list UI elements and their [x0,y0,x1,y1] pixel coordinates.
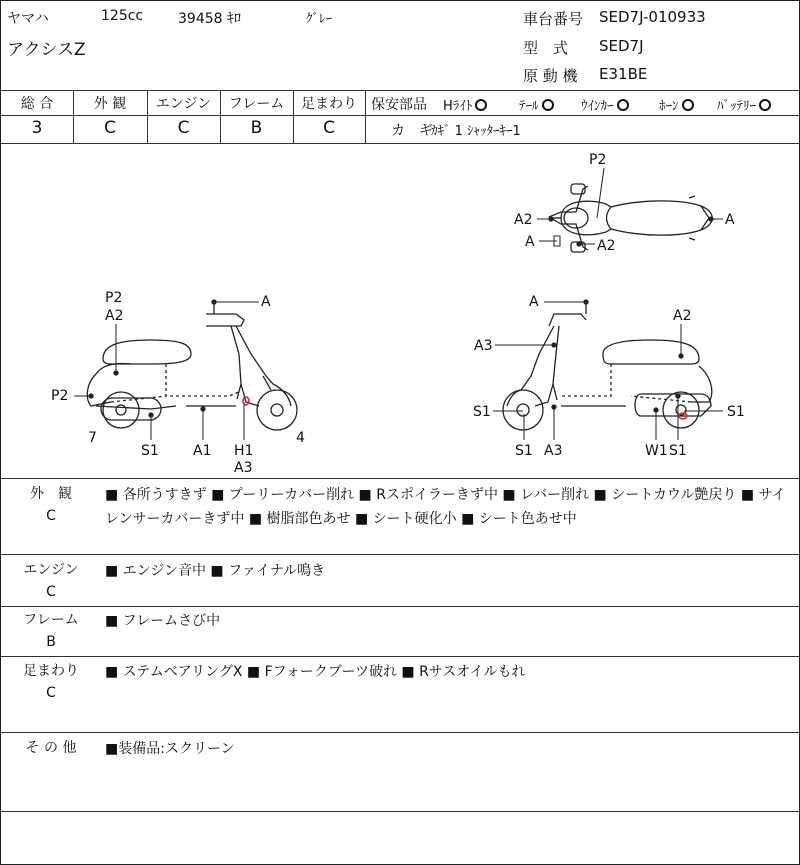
parts-label: 保安部品 [371,97,427,113]
damage-diagram [1,144,800,478]
label-top-a2-lower: A2 [597,238,616,254]
remark-other-text: ■装備品:スクリーン [105,741,235,757]
divider [365,90,366,143]
grade-suspension: C [323,118,335,138]
remark-frame-label: フレーム B [23,612,79,650]
remark-exterior-label: 外 観 C [30,486,72,524]
label-left-a-mirror: A [261,294,271,310]
label-top-a-left: A [525,234,535,250]
displacement: 125cc [101,8,144,24]
check-circle-icon [617,99,629,111]
divider [1,811,800,812]
label-right-a3-lower: A3 [544,443,563,459]
part-taillight: ﾃｰﾙ [519,95,554,114]
remark-exterior-text: ■ 各所うすきず ■ プーリーカバー削れ ■ Rスポイラーきず中 ■ レバー削れ ■ シートカウル艶戻り ■ サイレンサーカバーきず中 ■ 樹脂部色あせ ■ シート硬化小 ■ シート色あせ中 [105,487,786,527]
label-left-p2-top: P2 [105,290,123,306]
grade-overall: 3 [31,118,43,138]
color: ｸﾞﾚｰ [306,12,332,27]
label-left-4: 4 [296,430,305,446]
label-right-s1-right: S1 [727,404,745,420]
label-left-h1: H1 [234,443,254,459]
engine-label: 原 動 機 [523,67,578,85]
engine-value: E31BE [599,65,648,83]
chassis-label: 車台番号 [523,10,584,28]
type-label: 型 式 [523,39,569,57]
check-circle-icon [475,99,487,111]
label-right-a2: A2 [673,308,692,324]
grade-header-exterior: 外 観 [93,96,127,112]
check-circle-icon [542,99,554,111]
grade-header-frame: フレーム [228,96,285,112]
type-value: SED7J [599,37,644,55]
grade-header-suspension: 足まわり [301,96,357,112]
label-left-s1: S1 [141,443,159,459]
label-top-p2: P2 [589,152,607,168]
divider [1,115,800,116]
remark-frame-text: ■ フレームさび中 [105,613,221,629]
part-horn: ﾎｰﾝ [659,95,694,114]
part-winker: ｳｲﾝｶｰ [581,95,629,114]
scooter-diagram [1,144,800,478]
label-right-s1-left: S1 [473,404,491,420]
divider [1,478,800,479]
label-left-7: 7 [88,430,97,446]
label-left-a3: A3 [234,460,253,476]
grade-header-overall: 総 合 [20,96,54,112]
chassis-value: SED7J-010933 [599,8,706,26]
remark-engine-label: エンジン C [23,562,79,600]
divider [1,554,800,555]
check-circle-icon [759,99,771,111]
label-right-a-mirror: A [529,294,539,310]
key-label: カ ギ [391,123,433,139]
mileage: 39458 ｷﾛ [178,11,241,27]
grade-exterior: C [104,118,116,138]
maker: ヤマハ [7,11,49,27]
remark-engine-text: ■ エンジン音中 ■ ファイナル鳴き [105,563,326,579]
label-right-w1: W1 [645,443,668,459]
key-value: ｶｷﾞ 1 ｼｬｯﾀｰｷｰ1 [431,124,521,139]
label-right-s1-bottom: S1 [669,443,687,459]
divider [1,732,800,733]
label-left-p2-rear: P2 [51,388,69,404]
remark-suspension-label: 足まわり C [23,663,79,701]
divider [1,606,800,607]
divider [1,90,800,91]
check-circle-icon [682,99,694,111]
label-left-a2-top: A2 [105,308,124,324]
grade-engine: C [177,118,190,138]
remark-other-label: そ の 他 [25,740,77,756]
label-top-a2: A2 [514,212,533,228]
scooter-top-view [549,168,712,252]
remark-suspension-text: ■ ステムベアリングX ■ Fフォークブーツ破れ ■ Rサスオイルもれ [105,664,526,680]
label-left-a1: A1 [193,443,212,459]
part-battery: ﾊﾞｯﾃﾘｰ [717,95,771,114]
part-headlight: Hﾗｲﾄ [443,95,487,114]
label-top-a-right: A [725,212,735,228]
grade-frame: B [250,118,263,138]
grade-header-engine: エンジン [155,96,212,112]
label-right-s1-front: S1 [515,443,533,459]
label-right-a3-upper: A3 [474,338,493,354]
divider [1,656,800,657]
model-name: アクシスZ [7,40,86,60]
